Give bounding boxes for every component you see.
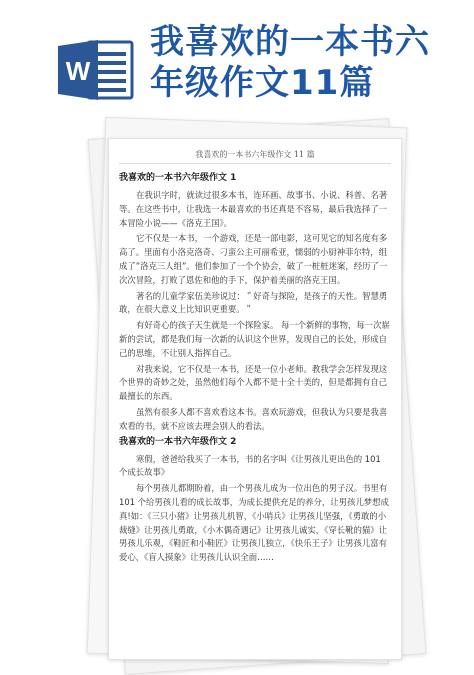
paragraph: 每个男孩儿都期盼着，由一个男孩儿成为一位出色的男子汉。书里有 101 个给男孩儿看的成长故事，为成长提供充足的养分，让男孩儿梦想成真!如：《三只小猪》让男孩儿机智，《小哨兵》让男孩儿坚强，《勇敢的小裁缝》让男孩儿勇敢，《小木偶奇遇记》让男孩儿诚实，《穿长靴的猫》让男孩儿乐观，《鞋匠和小鞋匠》让男孩儿独立，《快乐王子》让男孩儿富有爱心，《盲人摸象》让男孩儿认识全面……: [119, 483, 389, 563]
paragraph: 著名的儿童学家伍美珍说过：＂好奇与探险，是孩子的天性。智慧勇敢，在很大意义上比知识更重要。＂: [119, 290, 388, 315]
paragraph: 在我识字时，就读过很多本书，连环画、故事书、小说、科普、名著等。在这些书中，让我选一本最喜欢的书还真是不容易，最后我选择了一本冒险小说——《洛克王国》。: [119, 190, 388, 228]
page-header: [0, 0, 474, 118]
paragraph: 寒假，爸爸给我买了一本书，书的名字叫《让男孩儿更出色的 101 个成长故事》: [119, 453, 381, 478]
paragraph: 有好奇心的孩子天生就是一个探险家。 每一个新鲜的事物，每一次崭新的尝试，都是我们每一次新的认识这个世界，发现自己的长处，形成自己的思维，不让别人指挥自己。: [119, 320, 390, 358]
title-line-1: 我喜欢的一本书六: [150, 22, 430, 62]
word-icon: [58, 38, 136, 102]
document-preview: [88, 118, 404, 658]
paragraph: 对我来说，它不仅是一本书，还是一位小老师。教我学会怎样发现这个世界的奇妙之处，虽然他们每个人都不是十全十美的，但是都拥有自己最擅长的东西。: [119, 363, 388, 402]
paragraph: 它不仅是一本书，一个游戏，还是一部电影，这可见它的知名度有多高了。里面有小洛克洛奇、刁蛮公主可丽希亚，懦弱的小厨神菲尔特，组成了”洛克三人组”。他们参加了一个个协会，破了一桩桩迷案，经历了一次次冒险，打败了恩佐和他的手下，保护着美丽的洛克王国。: [119, 233, 388, 285]
running-header: 我喜欢的一本书六年级作文 11 篇: [119, 149, 391, 164]
section-heading: 我喜欢的一本书六年级作文 2: [119, 436, 237, 447]
document-body: [119, 149, 391, 567]
section-heading: 我喜欢的一本书六年级作文 1: [119, 173, 237, 183]
svg-text:W: W: [65, 56, 91, 86]
page-title: [150, 22, 470, 104]
paragraph: 虽然有很多人都不喜欢看这本书。喜欢玩游戏，但我认为只要是我喜欢看的书，就不应该去理会别人的看法。: [119, 406, 388, 431]
document-page: [108, 138, 402, 660]
title-line-2: 年级作文11篇: [150, 63, 375, 103]
